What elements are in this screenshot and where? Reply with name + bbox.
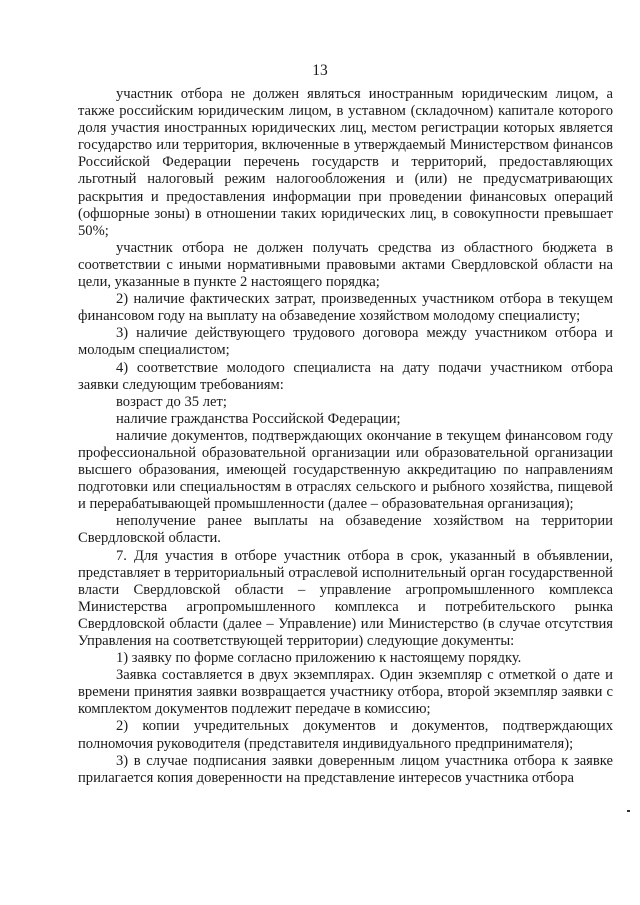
- page-number: 13: [312, 62, 328, 79]
- paragraph: неполучение ранее выплаты на обзаведение хозяйством на территории Свердловской области.: [78, 513, 613, 547]
- paragraph: участник отбора не должен получать средства из областного бюджета в соответствии с иными нормативными правовыми актами Свердловской области на цели, указанные в пункте 2 настоящего порядка;: [78, 239, 613, 291]
- scan-mark: [627, 810, 630, 812]
- paragraph: возраст до 35 лет;: [116, 393, 227, 410]
- document-body: [78, 86, 613, 787]
- paragraph: 7. Для участия в отборе участник отбора в срок, указанный в объявлении, представляет в территориальный отраслевой исполнительный орган государственной власти Свердловской области – управление агропромышленного комплекса Министерства агропромышленного комплекса и потребительского рынка Свердловской области (далее – Управление) или Министерство (в случае отсутствия Управления на соответствующей территории) следующие документы:: [78, 547, 613, 649]
- paragraph: 4) соответствие молодого специалиста на дату подачи участником отбора заявки следующим требованиям:: [78, 359, 613, 393]
- paragraph: Заявка составляется в двух экземплярах. Один экземпляр с отметкой о дате и времени принятия заявки возвращается участнику отбора, второй экземпляр заявки с комплектом документов подлежит передаче в комиссию;: [78, 667, 613, 718]
- paragraph: 2) наличие фактических затрат, произведенных участником отбора в текущем финансовом году на выплату на обзаведение хозяйством молодому специалисту;: [78, 291, 613, 325]
- paragraph: 2) копии учредительных документов и документов, подтверждающих полномочия руководителя (представителя индивидуального предпринимателя);: [78, 718, 613, 752]
- paragraph: 3) в случае подписания заявки доверенным лицом участника отбора к заявке прилагается копия доверенности на представление интересов участника отбора: [78, 752, 613, 786]
- paragraph: 3) наличие действующего трудового договора между участником отбора и молодым специалистом;: [78, 325, 613, 359]
- paragraph: наличие гражданства Российской Федерации;: [116, 410, 401, 427]
- paragraph: наличие документов, подтверждающих окончание в текущем финансовом году профессиональной образовательной организации или образовательной организации высшего образования, имеющей государственную аккредитацию по направлениям подготовки или специальностям в отраслях сельского и рыбного хозяйства, пищевой и перерабатывающей промышленности (далее – образовательная организация);: [78, 427, 613, 513]
- paragraph: участник отбора не должен являться иностранным юридическим лицом, а также российским юридическим лицом, в уставном (складочном) капитале которого доля участия иностранных юридических лиц, местом регистрации которых является государство или территория, включенные в утверждаемый Министерством финансов Российской Федерации перечень государств и территорий, предоставляющих льготный налоговый режим налогообложения и (или) не предусматривающих раскрытия и предоставления информации при проведении финансовых операций (офшорные зоны) в отношении таких юридических лиц, в совокупности превышает 50%;: [78, 86, 613, 239]
- paragraph: 1) заявку по форме согласно приложению к настоящему порядку.: [116, 650, 522, 667]
